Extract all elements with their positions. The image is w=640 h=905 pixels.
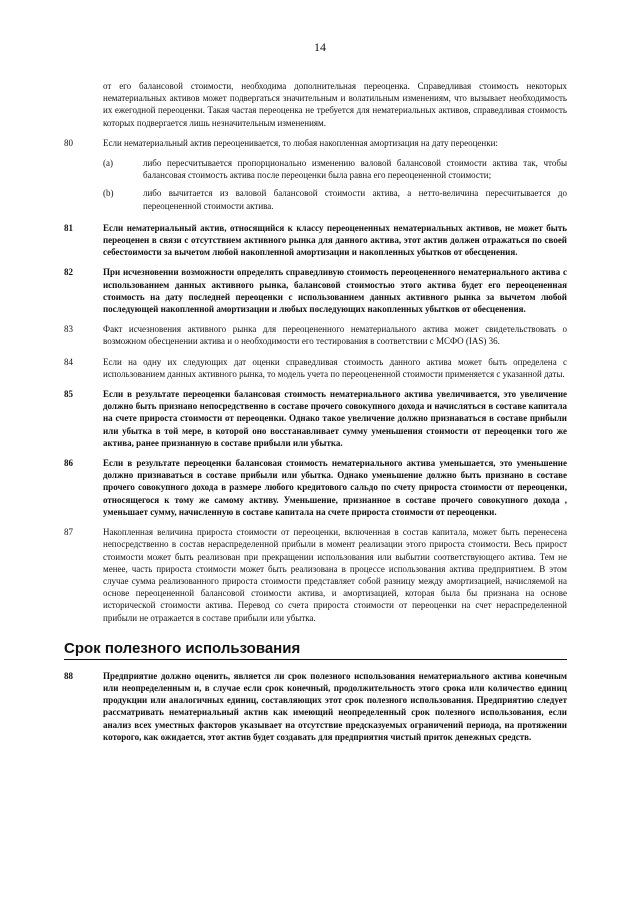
paragraph-80 <box>64 137 567 149</box>
section-heading: Срок полезного использования <box>64 640 567 660</box>
subitem-text: либо пересчитывается пропорционально изменению валовой балансовой стоимости актива так, чтобы балансовая стоимость актива после переоценки была равна его переоцененной стоимости; <box>143 158 567 181</box>
paragraph-text: Если нематериальный актив, относящийся к классу переоцененных нематериальных активов, не может быть переоценен в связи с отсутствием активного рынка для данного актива, этот актив должен отражаться по своей себестоимости за вычетом любой накопленной амортизации и накопленных убытков от обесценения. <box>103 222 567 258</box>
paragraph-87 <box>64 526 567 624</box>
subitem-a <box>103 157 567 181</box>
subitem-b <box>103 187 567 211</box>
paragraph-84 <box>64 356 567 380</box>
paragraph-number: 88 <box>64 670 73 681</box>
subitem-label: (b) <box>103 188 114 199</box>
paragraph-number: 87 <box>64 527 73 538</box>
subitem-text: либо вычитается из валовой балансовой стоимости актива, а нетто-величина пересчитывается до переоцененной стоимости актива. <box>143 188 567 211</box>
paragraph-text: Предприятие должно оценить, является ли срок полезного использования нематериального актива конечным или неопределенным и, в случае если срок конечный, продолжительность этого срока или количество единиц продукции или аналогичных единиц, составляющих этот срок полезного использования. Предприятию следует рассматривать нематериальный актив как имеющий неопределенный срок полезного использования, если анализ всех уместных факторов указывает на отсутствие предсказуемых ограничений периода, на протяжении которого, как ожидается, этот актив будет создавать для предприятия чистый приток денежных средств. <box>103 670 567 742</box>
paragraph-text: Если в результате переоценки балансовая стоимость нематериального актива уменьшается, это уменьшение должно признаваться в составе прибыли или убытка. Однако уменьшение должно быть признано в составе прочего совокупного дохода в размере любого кредитового сальдо по счету прироста стоимости от переоценки, относящегося к тому же самому активу. Уменьшение, признанное в составе прочего совокупного дохода , уменьшает сумму, начисленную в составе капитала на счете прироста стоимости от переоценки. <box>103 458 567 517</box>
paragraph-text: Если нематериальный актив переоценивается, то любая накопленная амортизация на дату переоценки: <box>103 137 498 148</box>
paragraph-text: от его балансовой стоимости, необходима дополнительная переоценка. Справедливая стоимость некоторых нематериальных активов может подвергаться значительным и волатильным изменениям, что вызывает необходимость их ежегодной переоценки. Такая частая переоценка не требуется для нематериальных активов, справедливая стоимость которых подвергается лишь незначительным изменениям. <box>103 81 567 128</box>
paragraph-text: Если на одну их следующих дат оценки справедливая стоимость данного актива может быть определена с использованием данных активного рынка, то модель учета по переоцененной стоимости применяется с указанной даты. <box>103 356 567 379</box>
page-number: 14 <box>314 40 326 54</box>
paragraph-81 <box>64 222 567 259</box>
paragraph-88 <box>64 670 567 743</box>
paragraph-text: При исчезновении возможности определять справедливую стоимость переоцененного нематериального актива с использованием данных активного рынка, балансовой стоимостью этого актива будет его переоцененная стоимость на дату последней переоценки с использованием данных активного рынка за вычетом любой последующей накопленной амортизации и любых последующих накопленных убытков от обесценения. <box>103 267 567 315</box>
paragraph-number: 80 <box>64 137 73 148</box>
paragraph-number: 83 <box>64 324 73 335</box>
paragraph-number: 82 <box>64 267 73 278</box>
subitem-label: (a) <box>103 158 113 169</box>
paragraph-82 <box>64 266 567 315</box>
paragraph-85 <box>64 388 567 449</box>
paragraph-continued <box>64 80 567 129</box>
paragraph-number: 81 <box>64 222 73 233</box>
paragraph-text: Накопленная величина прироста стоимости от переоценки, включенная в состав капитала, может быть перенесена непосредственно в состав нераспределенной прибыли в момент реализации этого прироста стоимости. Весь прирост стоимости может быть реализован при прекращении использования или выбытии соответствующего актива. Тем не менее, часть прироста стоимости может быть реализована в процессе использования актива предприятием. В этом случае сумма реализованного прироста стоимости представляет собой разницу между амортизацией, начисляемой на основе переоцененной балансовой стоимости актива, и амортизацией, которая была бы признана на основе исторической стоимости актива. Перевод со счета прироста стоимости от переоценки на счет нераспределенной прибыли не отражается в составе прибыли или убытка. <box>103 527 567 623</box>
page-content <box>64 80 567 751</box>
paragraph-text: Если в результате переоценки балансовая стоимость нематериального актива увеличивается, это увеличение должно быть признано непосредственно в составе прочего совокупного дохода и начисляться в составе капитала на счете прироста стоимости от переоценки. Однако такое увеличение должно признаваться в составе прибыли или убытка в той мере, в которой оно восстанавливает сумму уменьшения стоимости от переоценки того же актива, ранее признанную в составе прибыли или убытка. <box>103 389 567 448</box>
paragraph-number: 85 <box>64 389 73 400</box>
paragraph-86 <box>64 457 567 518</box>
paragraph-text: Факт исчезновения активного рынка для переоцененного нематериального актива может свидетельствовать о возможном обесценении актива и о необходимости его тестирования в соответствии с МСФО (IAS) 36. <box>103 324 567 347</box>
paragraph-number: 86 <box>64 458 73 469</box>
paragraph-number: 84 <box>64 356 73 367</box>
paragraph-83 <box>64 323 567 347</box>
